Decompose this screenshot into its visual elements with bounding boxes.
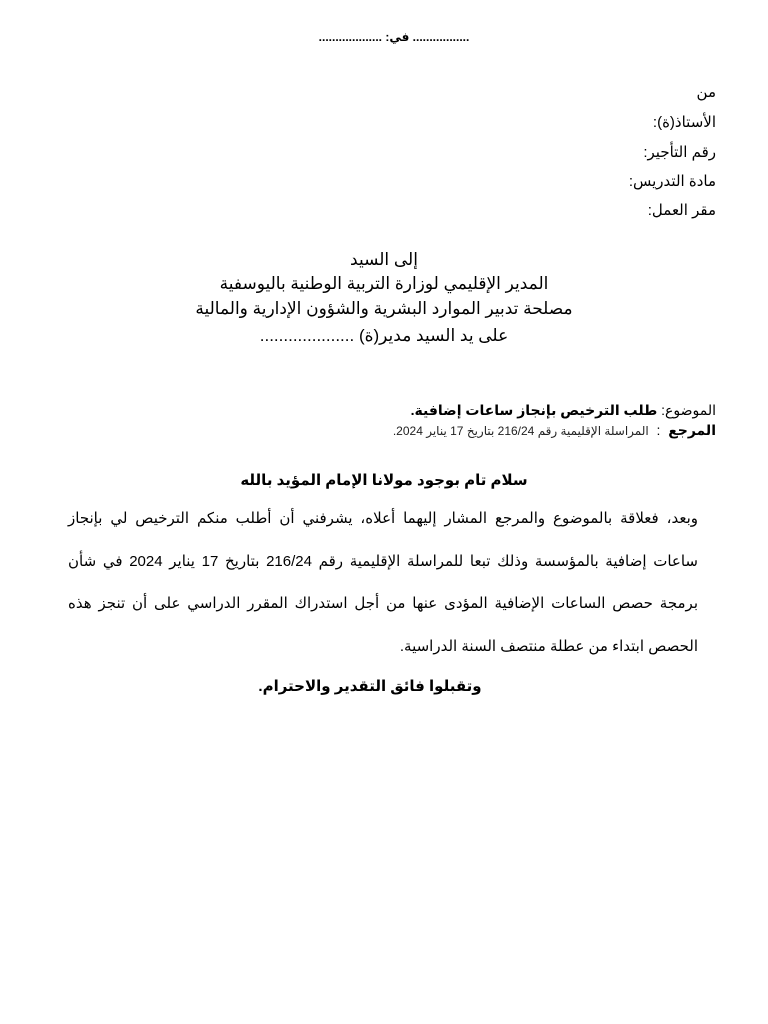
sender-from: من [696,84,716,101]
sender-payroll-field: رقم التأجير: [643,144,716,161]
subject-line [411,402,716,419]
addressee-line3: على يد السيد مدير(ة) .................... [259,326,509,345]
sender-workplace-field: مقر العمل: [647,202,716,219]
greeting: سلام تام بوجود مولانا الإمام المؤيد بالله [240,472,528,489]
subject-label: الموضوع: [657,402,716,418]
addressee-line2: مصلحة تدبير الموارد البشرية والشؤون الإدارية والمالية [195,299,573,318]
place-date-line: ................. في: ................... [318,30,470,44]
body-paragraph-line4: الحصص ابتداء من عطلة منتصف السنة الدراسية. [399,638,698,655]
addressee-line1: المدير الإقليمي لوزارة التربية الوطنية باليوسفية [219,274,549,293]
reference-line [393,422,716,439]
body-paragraph-line3: برمجة حصص الساعات الإضافية المؤدى عنها من أجل استدراك المقرر الدراسي على أن تنجز هذه [68,595,698,612]
sender-subject-field: مادة التدريس: [628,173,716,190]
reference-value: المراسلة الإقليمية رقم 216/24 بتاريخ 17 يناير 2024. [392,424,649,438]
body-paragraph-line1: وبعد، فعلاقة بالموضوع والمرجع المشار إليهما أعلاه، يشرفني أن أطلب منكم الترخيص لي بإنجاز [68,510,698,527]
reference-label: المرجع [668,422,716,438]
subject-value: طلب الترخيص بإنجاز ساعات إضافية. [410,402,658,418]
closing-line: وتقبلوا فائق التقدير والاحترام. [258,678,482,695]
body-paragraph-line2: ساعات إضافية بالمؤسسة وذلك تبعا للمراسلة الإقليمية رقم 216/24 بتاريخ 17 يناير 2024 في شأن [68,553,698,570]
sender-teacher-field: الأستاذ(ة): [652,114,716,131]
addressee-to: إلى السيد [350,250,418,269]
reference-separator: : [648,422,669,438]
